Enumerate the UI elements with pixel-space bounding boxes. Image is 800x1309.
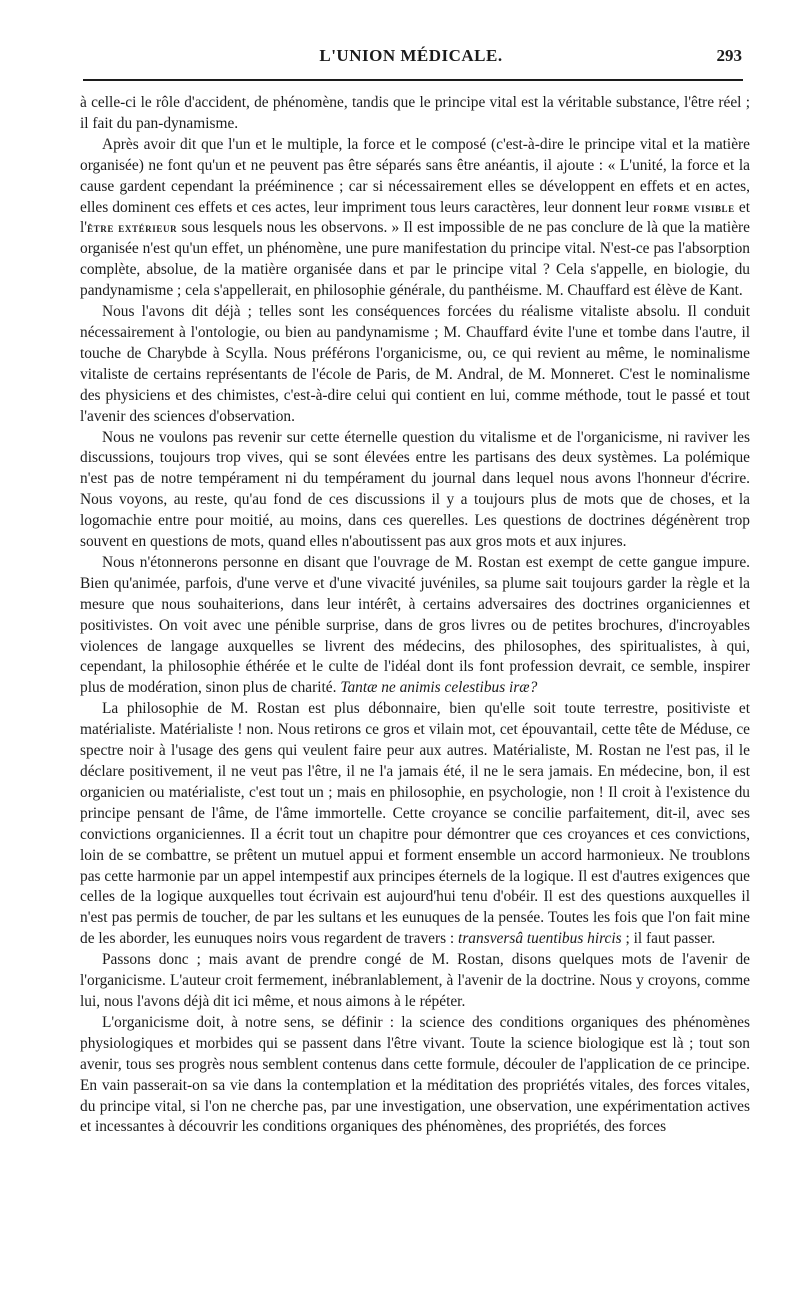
text-run: Nous l'avons dit déjà ; telles sont les conséquences forcées du réalisme vitaliste absolu. Il conduit nécessairement à l'ontologie, ou bien au pandynamisme ; M. Chauffard évite l'une et tombe dans l'autre, il touche de Charybde à Scylla. Nous préférons l'organicisme, ou, ce qui revient au même, le nominalisme vitaliste de certains représentants de l'école de Paris, de M. Andral, de M. Monneret. C'est le nominalisme des physiciens et des chimistes, c'est-à-dire celui qui contient en lui, comme méthode, tout le passé et tout l'avenir des sciences d'observation.: [80, 303, 750, 425]
paragraph-p4: [80, 428, 750, 553]
text-run: ; il faut passer.: [621, 930, 716, 948]
running-title: L'UNION MÉDICALE.: [319, 46, 503, 65]
paragraph-p3: [80, 302, 750, 427]
text-run: à celle-ci le rôle d'accident, de phénomène, tandis que le principe vital est la véritable substance, l'être réel ; il fait du pan-dynamisme.: [80, 94, 750, 132]
paragraph-p8: [80, 1013, 750, 1138]
small-caps-text: être extérieur: [87, 220, 178, 236]
text-run: Passons donc ; mais avant de prendre congé de M. Rostan, disons quelques mots de l'avenir de l'organicisme. L'auteur croit fermement, inébranlablement, à l'avenir de la doctrine. Nous y croyons, comme lui, nous l'avons déjà dit ici même, et nous aimons à le répéter.: [80, 951, 750, 1010]
text-run: sous lesquels nous les observons. » Il est impossible de ne pas conclure de là que la matière organisée n'est qu'un effet, un phénomène, une pure manifestation du principe vital. N'est-ce pas l'absorption complète, absolue, de la matière organisée dans et par le principe vital ? Cela s'appelle, en biologie, du pandynamisme ; cela s'appellerait, en philosophie générale, du panthéisme. M. Chauffard est élève de Kant.: [80, 219, 750, 300]
text-run: L'organicisme doit, à notre sens, se définir : la science des conditions organiques des phénomènes physiologiques et morbides qui se passent dans l'être vivant. Toute la science biologique est là ; tout son avenir, tous ses progrès nous semblent contenus dans cette formule, découler de l'application de ce principe. En vain passerait-on sa vie dans la contemplation et la méditation des propriétés vitales, des forces vitales, du principe vital, si l'on ne cherche pas, par une investigation, une observation, une expérimentation actives et incessantes à découvrir les conditions organiques des phénomènes, des propriétés, des forces: [80, 1013, 750, 1136]
header-rule: [83, 79, 743, 81]
paragraph-p7: [80, 950, 750, 1013]
text-run: Après avoir dit que l'un et le multiple, la force et le composé (c'est-à-dire le principe vital et la matière organisée) ne font qu'un et ne peuvent pas être séparés sans être anéantis, il ajoute : « L'unité, la force et la cause gardent cependant la prééminence ; car si nécessairement elles se développent en effets et en actes, elles dominent ces effets et ces actes, leur impriment tous leurs caractères, leur donnent leur: [80, 135, 750, 216]
italic-text: transversâ tuentibus hircis: [458, 930, 622, 948]
page-number: 293: [716, 46, 742, 65]
page-header: [80, 46, 742, 76]
paragraph-p1: [80, 93, 750, 135]
text-run: Nous ne voulons pas revenir sur cette éternelle question du vitalisme et de l'organicisme, ni raviver les discussions, toujours trop vives, qui se sont élevées entre les partisans des deux systèmes. La polémique n'est pas de notre tempérament ni du tempérament du journal dans lequel nous avons l'honneur d'écrire. Nous voyons, au reste, qu'au fond de ces discussions il y a toujours plus de mots que de choses, et la logomachie entre pour moitié, au moins, dans ces querelles. Les questions de doctrines dégénèrent trop souvent en questions de mots, quand elles n'aboutissent pas aux gros mots et aux injures.: [80, 428, 750, 551]
paragraph-p6: [80, 699, 750, 950]
body-text: [80, 93, 750, 1138]
text-run: La philosophie de M. Rostan est plus débonnaire, bien qu'elle soit toute terrestre, positiviste et matérialiste. Matérialiste ! non. Nous retirons ce gros et vilain mot, cet épouvantail, cette tête de Méduse, ce spectre noir à l'usage des gens qui veulent faire peur aux autres. Matérialiste, M. Rostan ne l'est pas, il le déclare positivement, il ne veut pas l'être, il ne l'a jamais été, il ne le sera jamais. En médecine, bon, il est organicien ou matérialiste, c'est tout un ; mais en philosophie, en psychologie, non ! Il croit à l'existence du principe pensant de l'âme, de l'âme immortelle. Cette croyance se concilie parfaitement, dit-il, avec ses convictions organiciennes. Il a écrit tout un chapitre pour démontrer que ces croyances et ces convictions, loin de se combattre, se prêtent un mutuel appui et forment ensemble un accord harmonieux. Ne troublons pas cette harmonie par un appel intempestif aux principes éternels de la logique. Il est d'autres exigences que celles de la logique auxquelles tout écrivain est aujourd'hui tenu d'obéir. Il est des questions auxquelles il n'est pas permis de toucher, de par les sultans et les eunuques de la pensée. Toutes les fois que l'on fait mine de les aborder, les eunuques noirs vous regardent de travers :: [80, 700, 750, 948]
paragraph-p5: [80, 553, 750, 699]
paragraph-p2: [80, 135, 750, 302]
italic-text: Tantæ ne animis celestibus iræ?: [340, 679, 538, 697]
text-run: Nous n'étonnerons personne en disant que l'ouvrage de M. Rostan est exempt de cette gangue impure. Bien qu'animée, parfois, d'une verve et d'une vivacité juvéniles, sa plume sait toujours garder la règle et la mesure que nous souhaiterions, dans leur intérêt, à certains adversaires des doctrines organiciennes et positivistes. On voit avec une pénible surprise, dans de gros livres ou de petites brochures, d'incroyables violences de langage auxquelles se livrent des médecins, des philosophes, des spiritualistes, à qui, cependant, la philosophie éthérée et le culte de l'idéal dont ils font profession devrait, ce semble, inspirer plus de modération, sinon plus de charité.: [80, 553, 750, 697]
text-run: et l': [80, 198, 750, 237]
small-caps-text: forme visible: [653, 199, 735, 215]
